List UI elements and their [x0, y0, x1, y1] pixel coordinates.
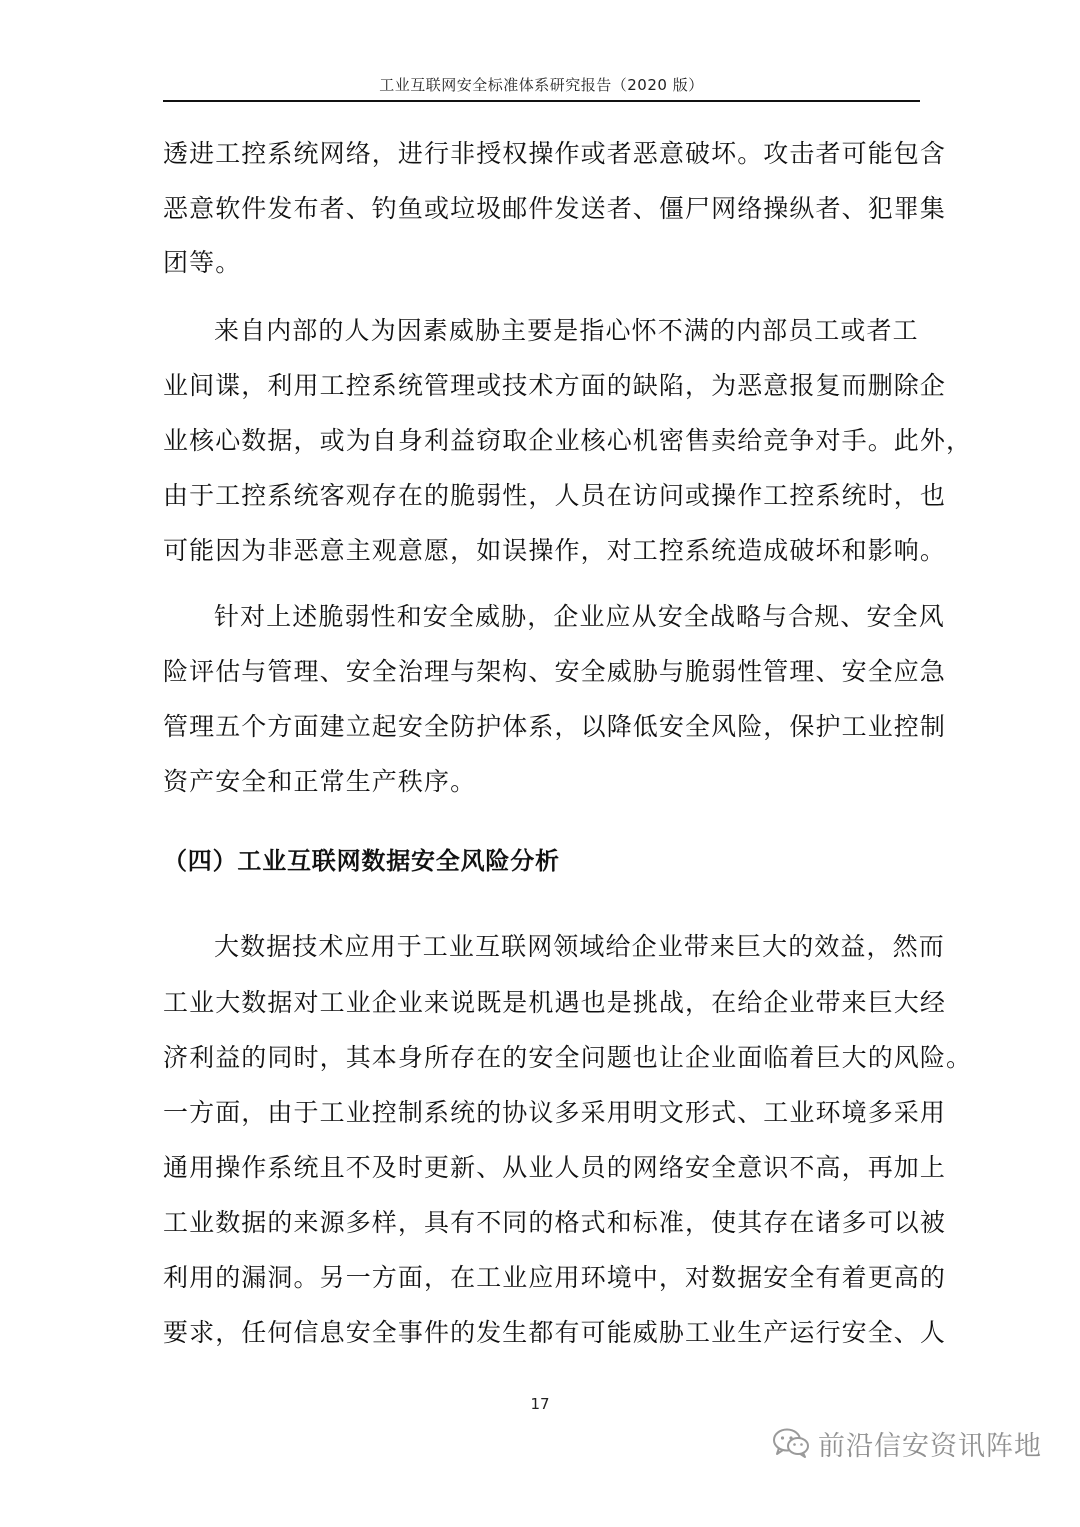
body-line: 工业大数据对工业企业来说既是机遇也是挑战，在给企业带来巨大经 [163, 988, 947, 1017]
body-line: 恶意软件发布者、钓鱼或垃圾邮件发送者、僵尸网络操纵者、犯罪集 [163, 194, 947, 223]
body-line: 济利益的同时，其本身所存在的安全问题也让企业面临着巨大的风险。 [163, 1043, 973, 1072]
watermark-text: 前沿信安资讯阵地 [818, 1430, 1042, 1462]
body-line: 针对上述脆弱性和安全威胁，企业应从安全战略与合规、安全风 [214, 602, 945, 631]
body-line: 资产安全和正常生产秩序。 [163, 767, 477, 796]
body-line: 可能因为非恶意主观意愿，如误操作，对工控系统造成破坏和影响。 [163, 536, 947, 565]
header-divider [163, 100, 920, 102]
report-title: 工业互联网安全标准体系研究报告（2020 版） [379, 76, 704, 94]
body-line: 工业数据的来源多样，具有不同的格式和标准，使其存在诸多可以被 [163, 1208, 947, 1237]
section-heading: （四）工业互联网数据安全风险分析 [163, 847, 560, 875]
body-line: 一方面，由于工业控制系统的协议多采用明文形式、工业环境多采用 [163, 1098, 947, 1127]
body-line: 来自内部的人为因素威胁主要是指心怀不满的内部员工或者工 [214, 316, 919, 345]
body-line: 通用操作系统且不及时更新、从业人员的网络安全意识不高，再加上 [163, 1153, 947, 1182]
body-line: 要求，任何信息安全事件的发生都有可能威胁工业生产运行安全、人 [163, 1318, 947, 1347]
body-line: 透进工控系统网络，进行非授权操作或者恶意破坏。攻击者可能包含 [163, 139, 947, 168]
body-line: 团等。 [163, 248, 242, 277]
body-line: 大数据技术应用于工业互联网领域给企业带来巨大的效益，然而 [214, 932, 945, 961]
watermark [772, 1423, 1042, 1463]
page-number: 17 [530, 1395, 550, 1413]
body-line: 险评估与管理、安全治理与架构、安全威胁与脆弱性管理、安全应急 [163, 657, 947, 686]
body-line: 业核心数据，或为自身利益窃取企业核心机密售卖给竞争对手。此外， [163, 426, 973, 455]
body-line: 由于工控系统客观存在的脆弱性，人员在访问或操作工控系统时，也 [163, 481, 947, 510]
body-line: 管理五个方面建立起安全防护体系，以降低安全风险，保护工业控制 [163, 712, 947, 741]
wechat-icon [772, 1427, 810, 1459]
body-line: 利用的漏洞。另一方面，在工业应用环境中，对数据安全有着更高的 [163, 1263, 947, 1292]
body-line: 业间谍，利用工控系统管理或技术方面的缺陷，为恶意报复而删除企 [163, 371, 947, 400]
